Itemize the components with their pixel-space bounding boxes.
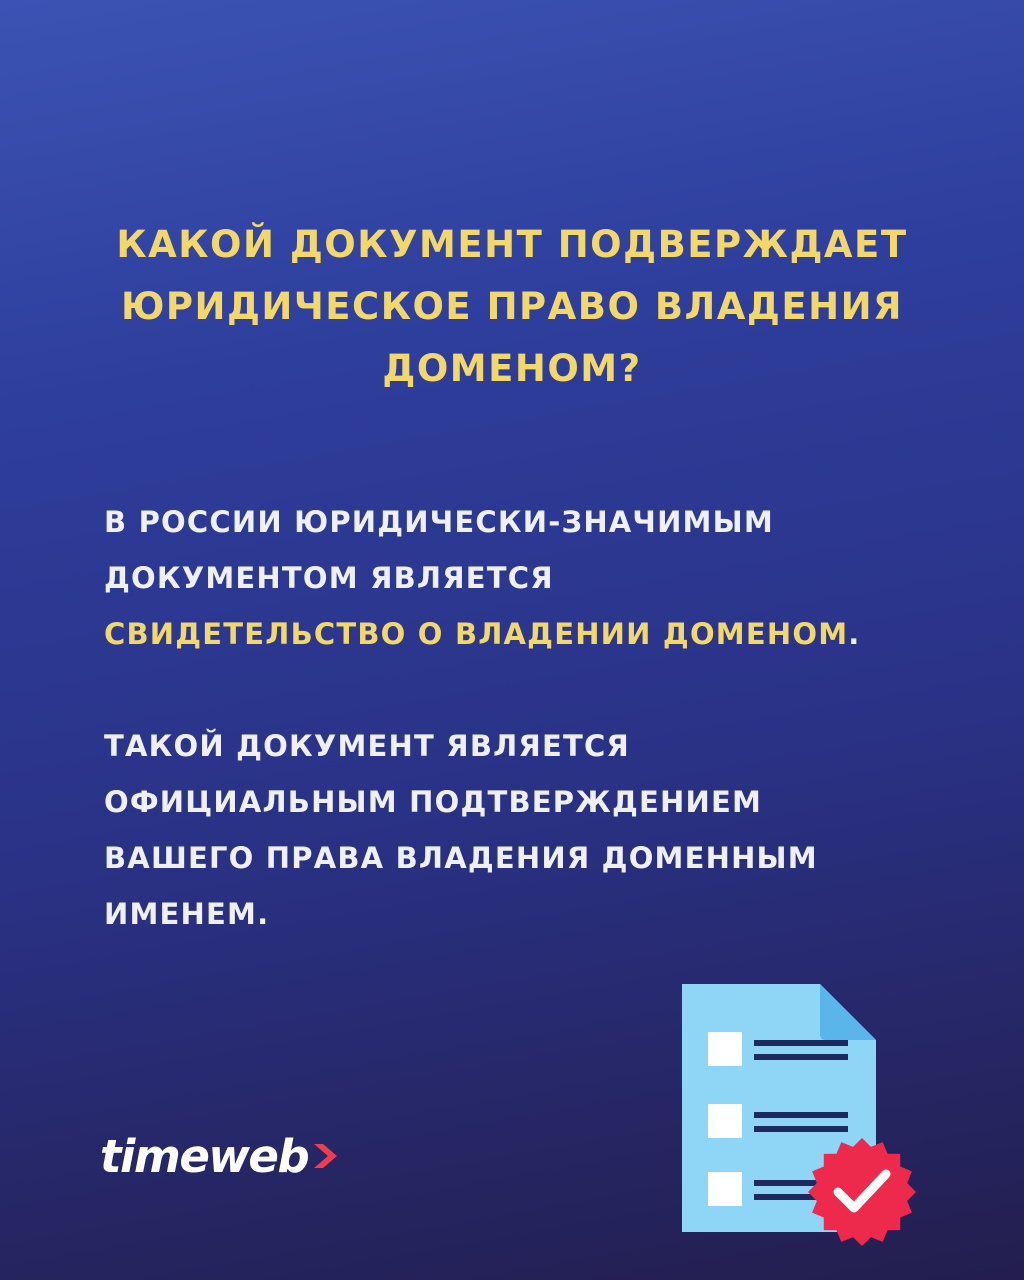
answer-line: ОФИЦИАЛЬНЫМ ПОДТВЕРЖДЕНИЕМ [104,785,763,819]
question-line: ДОМЕНОМ? [382,347,642,390]
answer-line: ДОКУМЕНТОМ ЯВЛЯЕТСЯ [104,561,554,595]
answer-highlight-line [104,606,984,662]
question-heading [60,214,964,400]
question-line: ЮРИДИЧЕСКОЕ ПРАВО ВЛАДЕНИЯ [120,285,904,328]
checkmark-badge-icon [808,1138,916,1246]
question-line: КАКОЙ ДОКУМЕНТ ПОДВЕРЖДАЕТ [116,223,908,266]
answer-paragraph-1 [104,494,984,662]
logo-wordmark: timeweb [100,1129,309,1183]
highlighted-term: СВИДЕТЕЛЬСТВО О ВЛАДЕНИИ ДОМЕНОМ [104,617,849,651]
sentence-end: . [848,617,861,651]
answer-line: ВАШЕГО ПРАВА ВЛАДЕНИЯ ДОМЕННЫМ [104,841,818,875]
answer-line: ТАКОЙ ДОКУМЕНТ ЯВЛЯЕТСЯ [104,729,630,763]
answer-paragraph-2 [104,718,984,942]
answer-line: В РОССИИ ЮРИДИЧЕСКИ-ЗНАЧИМЫМ [104,505,774,539]
checklist-document-icon [676,978,926,1250]
answer-line: ИМЕНЕМ. [104,897,270,931]
timeweb-logo [100,1126,338,1186]
chevron-right-icon [312,1141,338,1171]
